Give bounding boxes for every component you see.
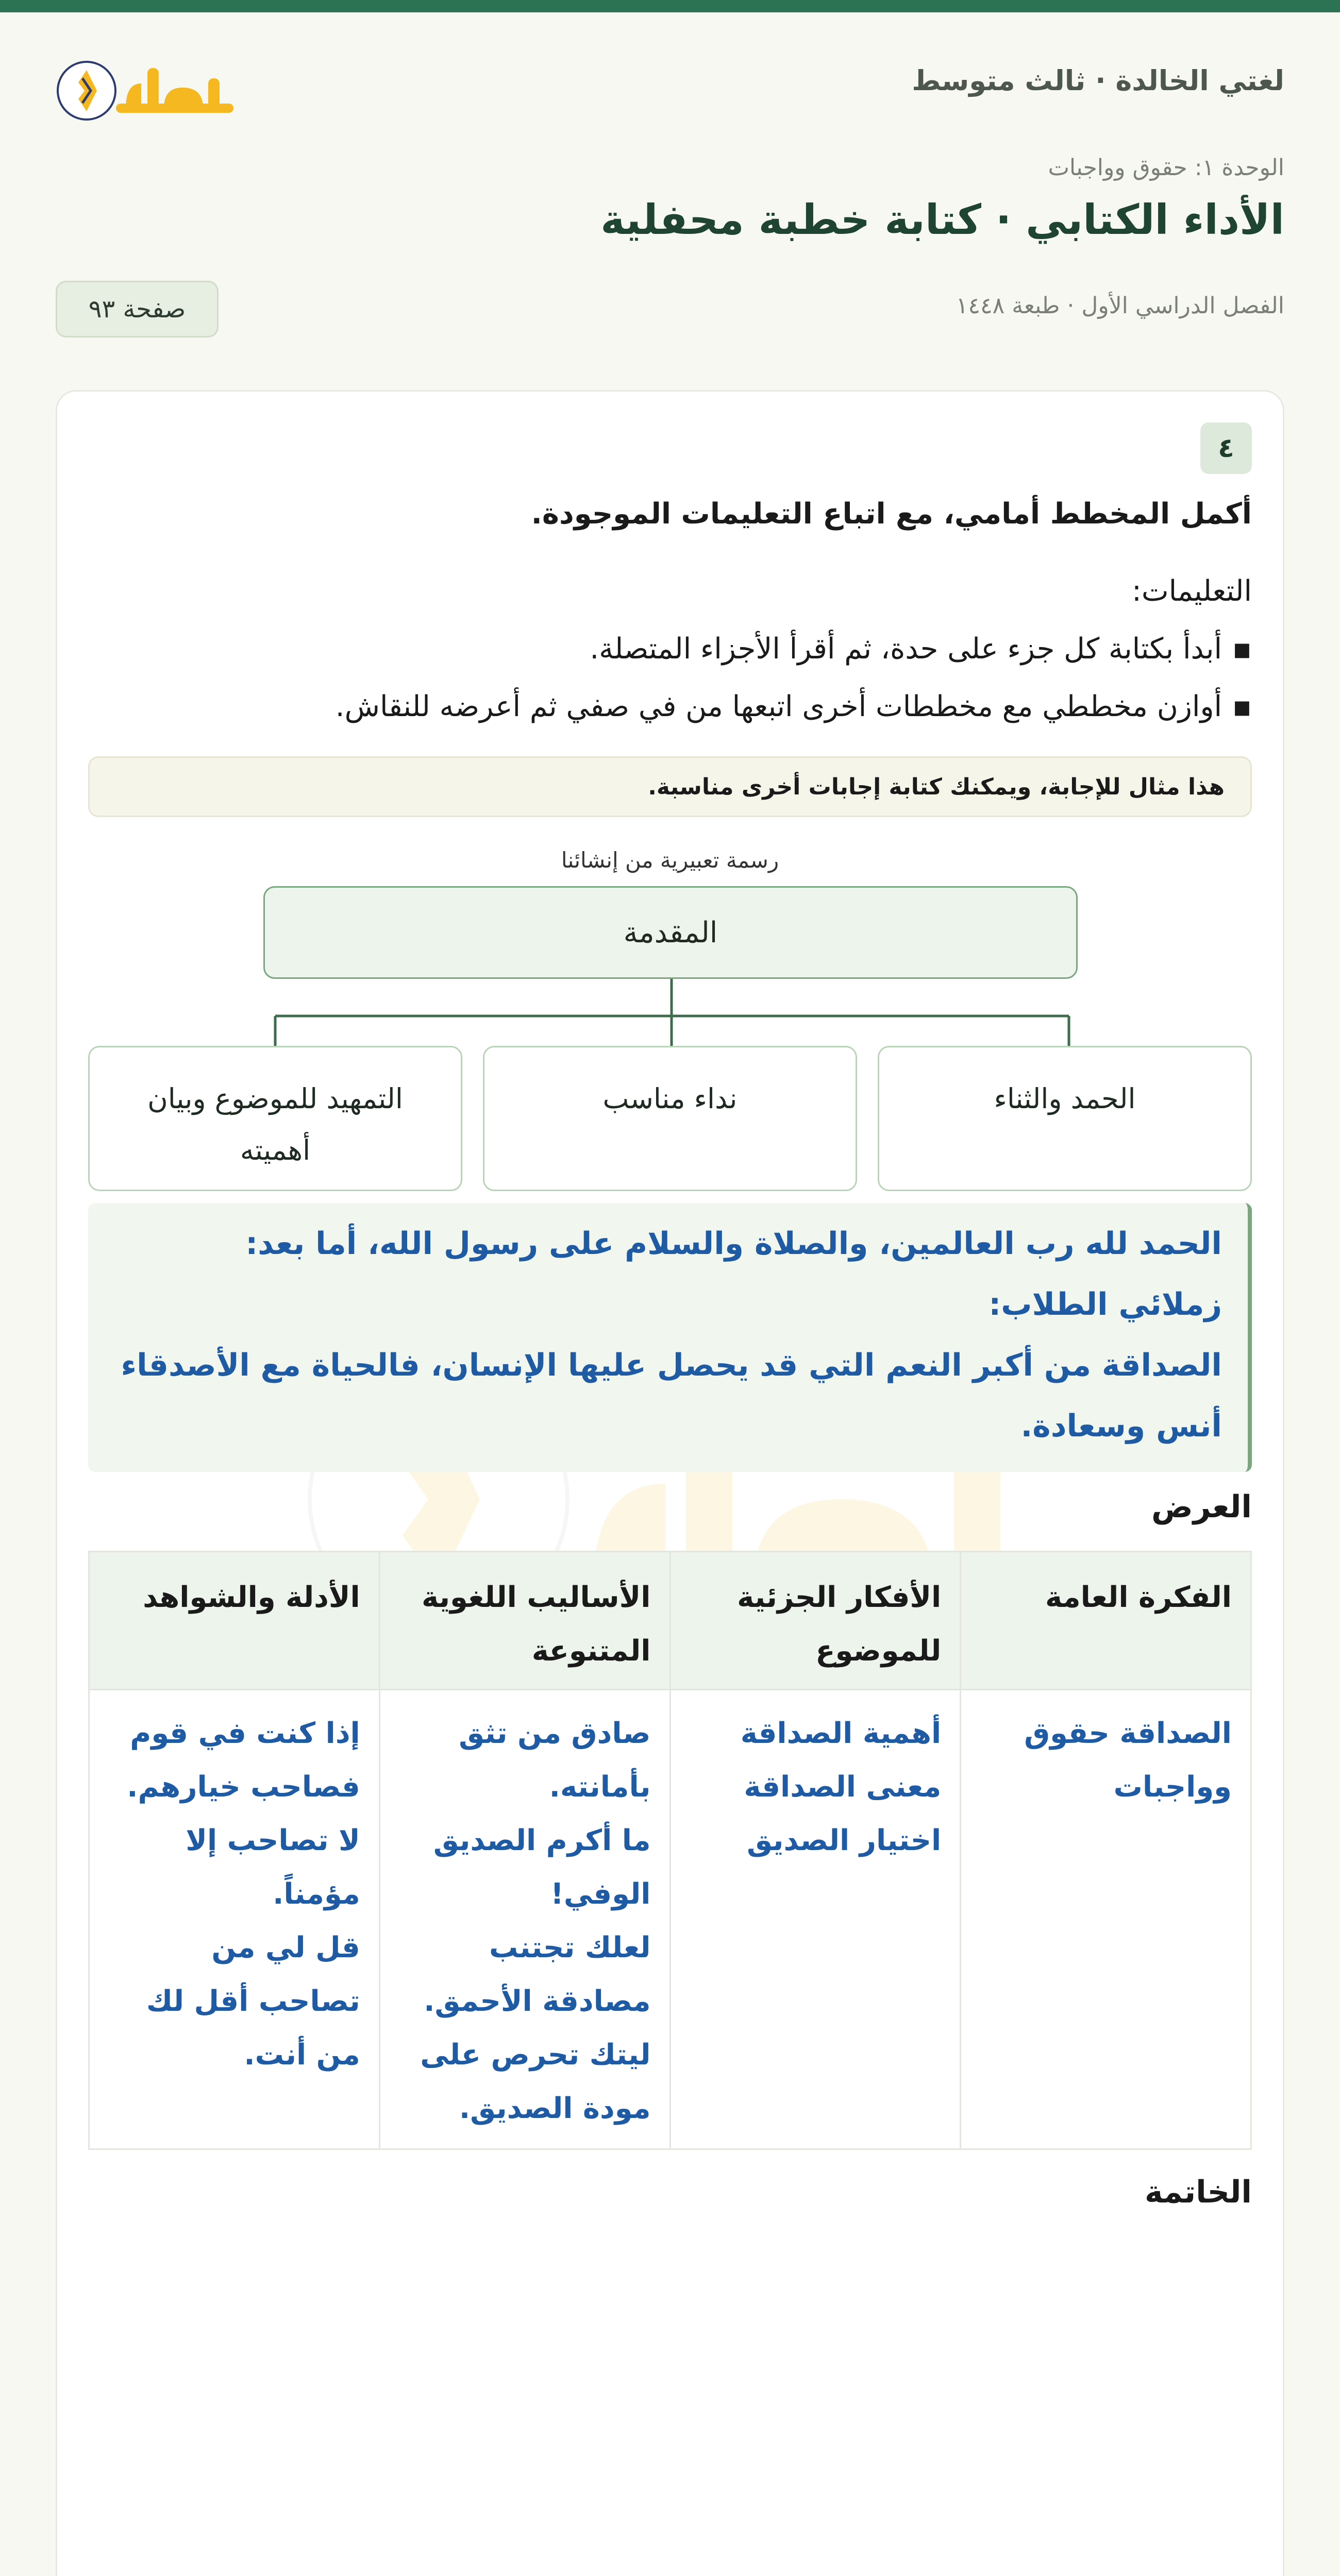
top-accent-bar bbox=[0, 0, 1340, 12]
instruction-item bbox=[336, 629, 1252, 686]
table-row bbox=[89, 1690, 1251, 2149]
cell-line: بأمانته. bbox=[549, 1770, 651, 1804]
table-cell-styles bbox=[379, 1690, 670, 2149]
instructions-title: التعليمات: bbox=[1132, 574, 1252, 608]
page-number-badge: صفحة ٩٣ bbox=[56, 281, 219, 337]
instructions-list bbox=[336, 629, 1252, 744]
cell-line: مودة الصديق. bbox=[459, 2092, 651, 2125]
brand-logo bbox=[54, 47, 249, 130]
subject-heading: لغتي الخالدة · ثالث متوسط bbox=[912, 64, 1284, 97]
cell-line: تصاحب أقل لك bbox=[146, 1985, 360, 2018]
table-header-row bbox=[89, 1552, 1251, 1690]
column-header: الأدلة والشواهد bbox=[89, 1552, 380, 1690]
intro-answer-line: الحمد لله رب العالمين، والصلاة والسلام على رسول الله، أما بعد: bbox=[245, 1226, 1222, 1262]
table-cell-general-idea bbox=[961, 1690, 1251, 2149]
page-title: الأداء الكتابي · كتابة خطبة محفلية bbox=[600, 196, 1284, 244]
example-note: هذا مثال للإجابة، ويمكنك كتابة إجابات أخرى مناسبة. bbox=[88, 756, 1252, 817]
cell-line: مصادقة الأحمق. bbox=[424, 1985, 651, 2018]
cell-line: قل لي من bbox=[211, 1931, 360, 1964]
cell-line: ما أكرم الصديق bbox=[433, 1824, 651, 1857]
cell-line: إذا كنت في قوم bbox=[130, 1717, 360, 1750]
instruction-item bbox=[336, 686, 1252, 744]
table-cell-evidence bbox=[89, 1690, 380, 2149]
intro-answer-line: أنس وسعادة. bbox=[1020, 1408, 1222, 1444]
diagram-intro-node: المقدمة bbox=[263, 886, 1078, 979]
cell-line: اختيار الصديق bbox=[746, 1824, 942, 1857]
body-section-label: العرض bbox=[1151, 1489, 1252, 1525]
cell-line: مؤمناً. bbox=[273, 1877, 360, 1911]
cell-line: الوفي! bbox=[550, 1877, 651, 1911]
cell-line: أهمية الصداقة bbox=[740, 1717, 942, 1750]
body-table bbox=[88, 1551, 1252, 2150]
unit-label: الوحدة ١: حقوق وواجبات bbox=[1048, 155, 1284, 181]
cell-line: صادق من تثق bbox=[459, 1717, 651, 1750]
cell-line: ليتك تحرص على bbox=[420, 2038, 651, 2072]
conclusion-section-label: الخاتمة bbox=[1144, 2174, 1252, 2210]
bullet-icon: ▪ bbox=[1232, 690, 1252, 723]
cell-line: معنى الصداقة bbox=[744, 1770, 942, 1804]
intro-answer bbox=[88, 1203, 1252, 1472]
column-header: الأساليب اللغوية المتنوعة bbox=[379, 1552, 670, 1690]
intro-answer-line: زملائي الطلاب: bbox=[989, 1286, 1222, 1323]
column-header: الفكرة العامة bbox=[961, 1552, 1251, 1690]
table-cell-sub-ideas bbox=[670, 1690, 961, 2149]
instruction-text: أوازن مخططي مع مخططات أخرى اتبعها من في صفي ثم أعرضه للنقاش. bbox=[335, 690, 1222, 723]
question-number: ٤ bbox=[1200, 422, 1252, 474]
diagram-part-praise: الحمد والثناء bbox=[878, 1046, 1252, 1191]
intro-answer-line: الصداقة من أكبر النعم التي قد يحصل عليها الإنسان، فالحياة مع الأصدقاء bbox=[121, 1347, 1222, 1383]
question-prompt: أكمل المخطط أمامي، مع اتباع التعليمات الموجودة. bbox=[531, 497, 1252, 531]
exercise-card bbox=[56, 390, 1284, 2576]
instruction-text: أبدأ بكتابة كل جزء على حدة، ثم أقرأ الأجزاء المتصلة. bbox=[590, 632, 1222, 666]
cell-line: من أنت. bbox=[244, 2038, 360, 2072]
diagram-part-preface: التمهيد للموضوع وبيان أهميته bbox=[88, 1046, 462, 1191]
cell-line: الصداقة حقوق bbox=[1024, 1717, 1232, 1750]
cell-line: فصاحب خيارهم. bbox=[127, 1770, 360, 1804]
diagram-part-address: نداء مناسب bbox=[483, 1046, 857, 1191]
semester-label: الفصل الدراسي الأول · طبعة ١٤٤٨ bbox=[956, 293, 1284, 319]
bullet-icon: ▪ bbox=[1232, 632, 1252, 666]
diagram-caption: رسمة تعبيرية من إنشائنا bbox=[561, 848, 779, 873]
cell-line: وواجبات bbox=[1113, 1770, 1232, 1804]
cell-line: لا تصاحب إلا bbox=[186, 1824, 360, 1857]
column-header: الأفكار الجزئية للموضوع bbox=[670, 1552, 961, 1690]
cell-line: لعلك تجتنب bbox=[489, 1931, 651, 1964]
